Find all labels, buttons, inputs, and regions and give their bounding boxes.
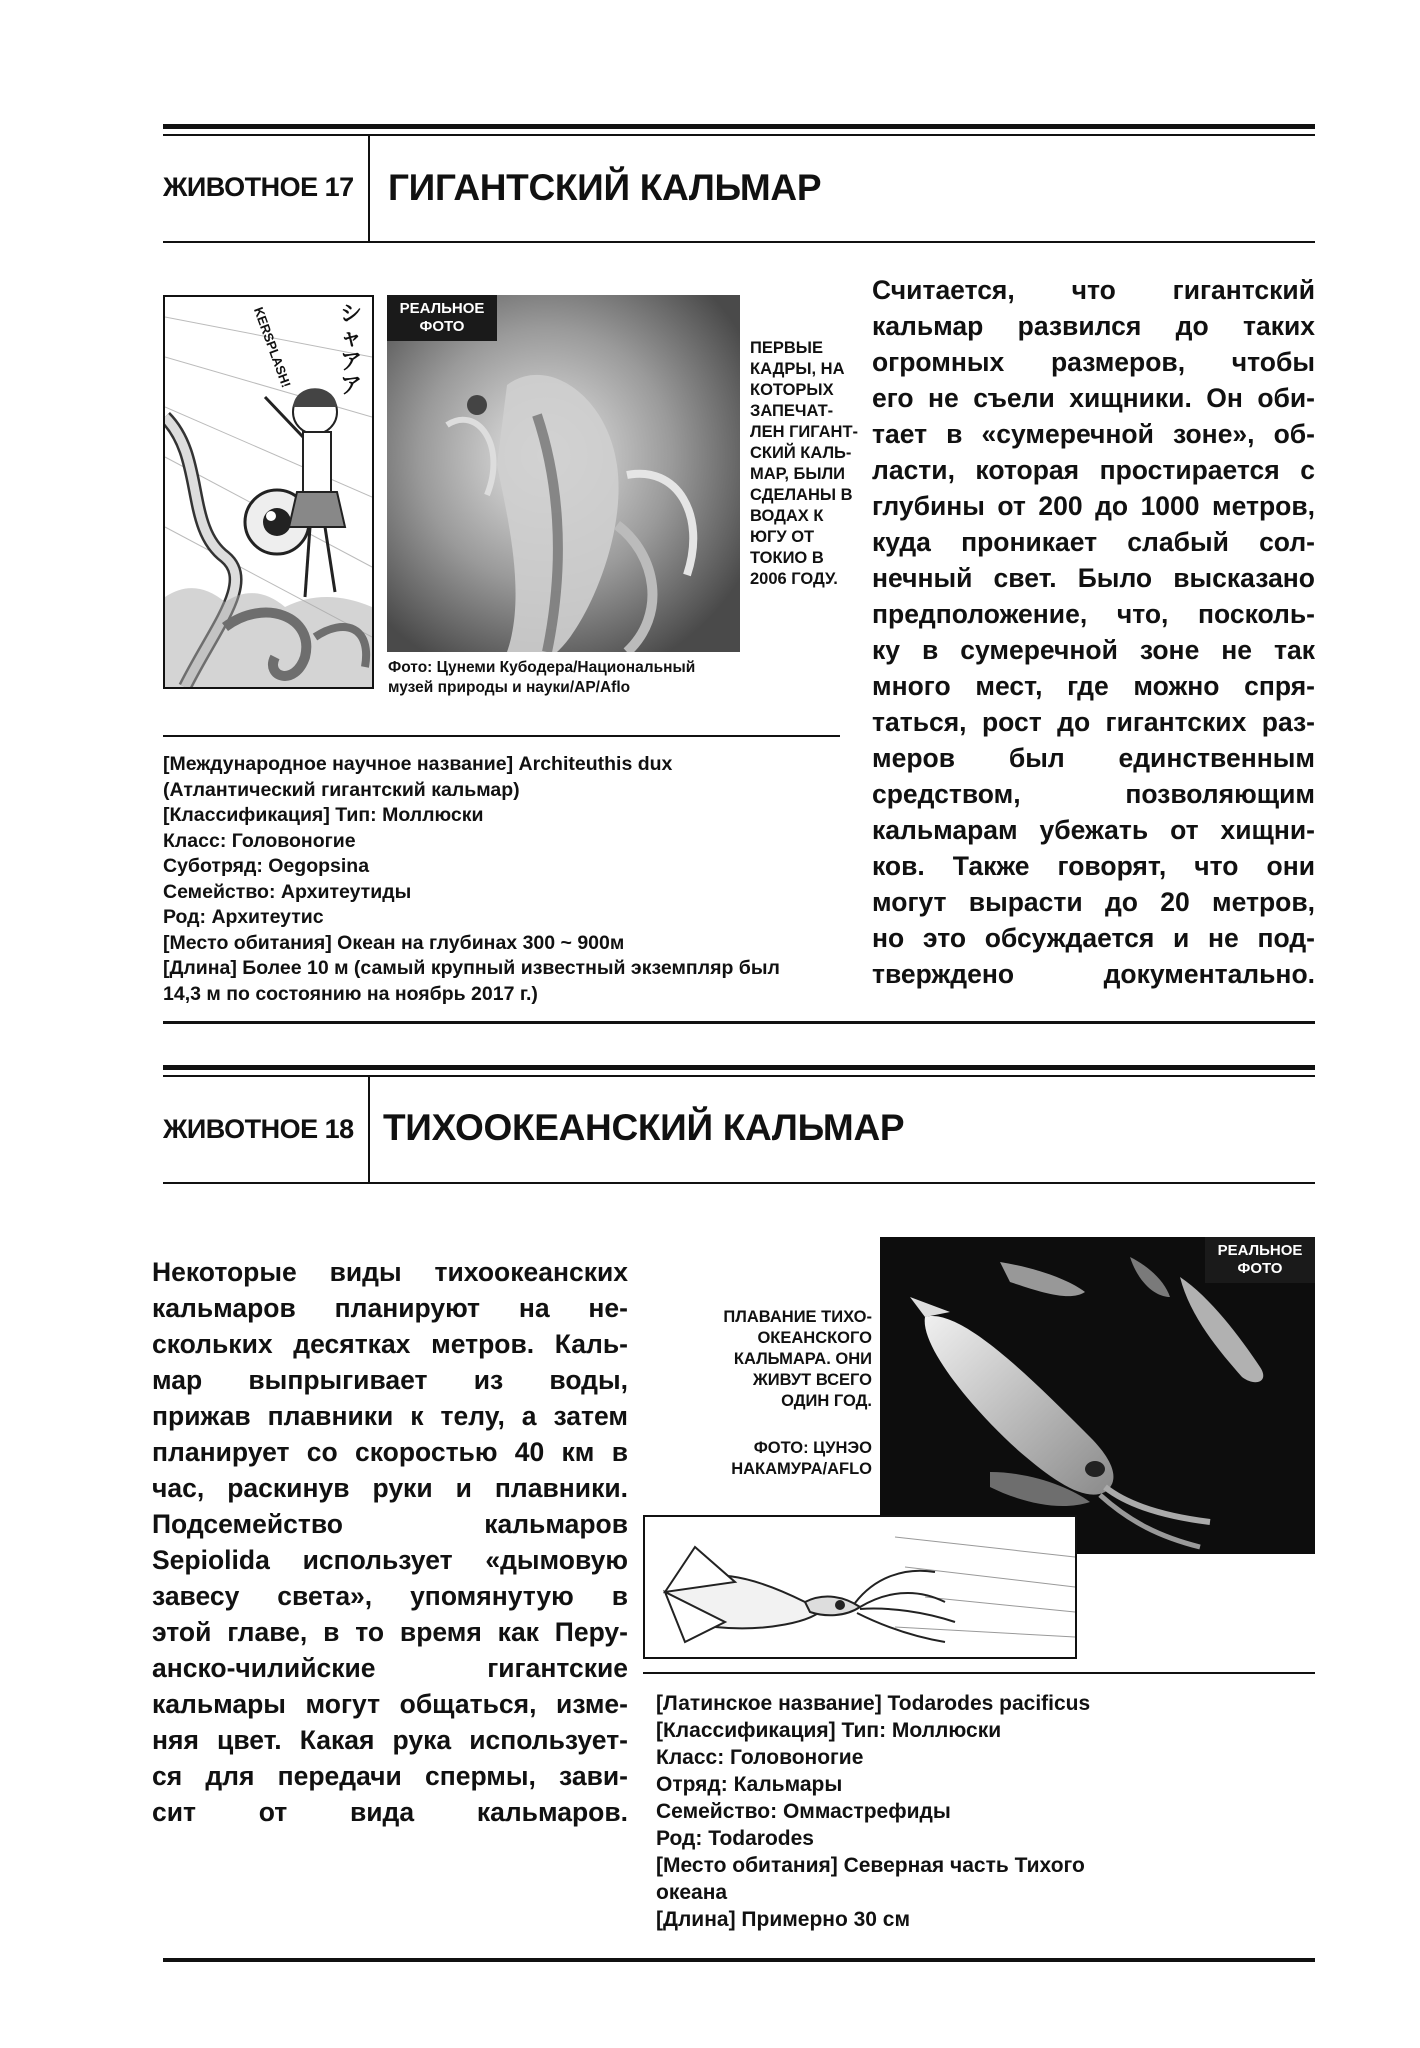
species-info-18: [Латинское название] Todarodes pacificus [Классификация] Тип: Моллюски Класс: Головоногие Отряд: Кальмары Семейство: Оммастрефиды Род: Todarodes [Место обитания] Северная часть Тихого океана [Длина] Примерно 30 см [656, 1692, 1091, 1931]
section-17-bottom-rule [163, 1021, 1315, 1024]
section-label-18: ЖИВОТНОЕ 18 [163, 1114, 354, 1144]
flying-squid-illustration [643, 1515, 1077, 1659]
giant-squid-photo [387, 295, 740, 652]
section-title-18: ТИХООКЕАНСКИЙ КАЛЬМАР [383, 1107, 905, 1148]
info-divider-17 [163, 735, 840, 737]
info-divider-18 [643, 1672, 1315, 1674]
photo-credit-17: Фото: Цунеми Кубодера/Национальный музей природы и науки/AP/Aflo [388, 659, 696, 696]
section-title-17: ГИГАНТСКИЙ КАЛЬМАР [388, 167, 822, 208]
species-info-17: [Международное научное название] Architeuthis dux (Атлантический гигантский кальмар) [Классификация] Тип: Моллюски Класс: Головоногие Суботряд: Oegopsina Семейство: Архитеутиды Род: Архитеутис [Место обитания] Океан на глубинах 300 ~ 900м [Длина] Более 10 м (самый крупный известный экземпляр был 14,3 м по состоянию на ноябрь 2017 г.) [163, 753, 780, 1005]
photo-credit-18: ФОТО: ЦУНЭО НАКАМУРА/AFLO [731, 1439, 872, 1478]
manga-sfx-japanese: シャアア [340, 301, 363, 398]
pacific-squid-photo [880, 1237, 1315, 1554]
real-photo-badge-17: РЕАЛЬНОЕ ФОТО [387, 295, 497, 341]
manga-sfx-kersplash: KERSPLASH! [250, 305, 294, 390]
section-18-top-rule-thin [163, 1075, 1315, 1077]
body-text-17: Считается, что гигантский кальмар развился до таких огромных размеров, чтобы его не съели хищники. Он оби- тает в «сумеречной зоне», об- ласти, которая простирается с глубины от 200 до 1000 метров, куда проникает слабый сол- нечный свет. Было высказано предположение, что, посколь- ку в сумеречной зоне не так много мест, где можно спря- таться, рост до гигантских раз- меров был единственным средством, позволяющим кальмарам убежать от хищни- ков. Также говорят, что они могут вырасти до 20 метров, но это обсуждается и не под- тверждено документально. [872, 275, 1315, 989]
page-bottom-rule [163, 1958, 1315, 1962]
photo-caption-18: ПЛАВАНИЕ ТИХО- ОКЕАНСКОГО КАЛЬМАРА. ОНИ ЖИВУТ ВСЕГО ОДИН ГОД. [723, 1308, 872, 1410]
manga-panel-illustration [163, 295, 374, 689]
section-18-top-rule-thick [163, 1065, 1315, 1070]
header-underline-17 [163, 241, 1315, 243]
header-divider-18 [368, 1077, 370, 1183]
photo-caption-17: ПЕРВЫЕ КАДРЫ, НА КОТОРЫХ ЗАПЕЧАТ- ЛЕН ГИГАНТ- СКИЙ КАЛЬ- МАР, БЫЛИ СДЕЛАНЫ В ВОДАХ К ЮГУ ОТ ТОКИО В 2006 ГОДУ. [750, 339, 859, 588]
body-text-18: Некоторые виды тихоокеанских кальмаров планируют на не- скольких десятках метров. Каль- мар выпрыгивает из воды, прижав плавники к телу, а затем планирует со скоростью 40 км в час, раскинув руки и плавники. Подсемейство кальмаров Sepiolida использует «дымовую завесу света», упомянутую в этой главе, в то время как Перу- анско-чилийские гигантские кальмары могут общаться, изме- няя цвет. Какая рука использует- ся для передачи спермы, зави- сит от вида кальмаров. [152, 1257, 628, 1827]
section-label-17: ЖИВОТНОЕ 17 [163, 172, 354, 202]
top-rule-thick [163, 124, 1315, 129]
header-divider-17 [368, 136, 370, 242]
top-rule-thin [163, 134, 1315, 136]
header-underline-18 [163, 1182, 1315, 1184]
real-photo-badge-18: РЕАЛЬНОЕ ФОТО [1205, 1237, 1315, 1283]
